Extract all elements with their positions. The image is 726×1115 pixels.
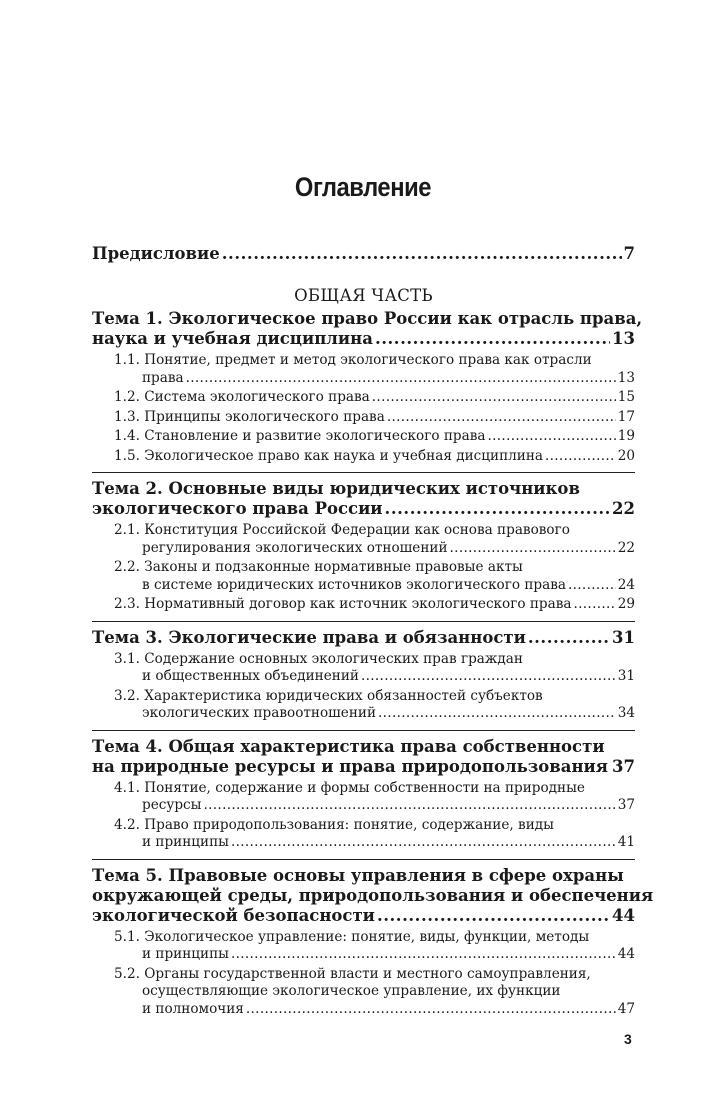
- toc-entry-label: 1.4. Становление и развитие экологического права: [114, 428, 486, 444]
- toc-entry-page: 13: [617, 369, 635, 386]
- toc-entry-label: и общественных объединений: [142, 668, 359, 684]
- toc-entry-label: права: [142, 369, 184, 386]
- toc-entry-label: 1.1. Понятие, предмет и метод экологического права как отрасли: [114, 352, 592, 368]
- toc-entry-section-2-2[interactable]: [92, 559, 635, 594]
- toc-entry-label: Тема 3. Экологические права и обязанности: [92, 627, 526, 647]
- toc-entry-page: 41: [617, 834, 635, 850]
- toc-entry-label: 2.3. Нормативный договор как источник экологического права: [114, 596, 572, 612]
- dot-leader: [488, 428, 616, 446]
- toc-entry-section-4-2[interactable]: [92, 817, 635, 852]
- toc-entry-label: 1.2. Система экологического права: [114, 389, 370, 405]
- toc-entry-label: и принципы: [142, 834, 229, 850]
- toc-entry-section-5-1[interactable]: [92, 929, 635, 964]
- toc-entry-label: Тема 2. Основные виды юридических источников: [92, 479, 580, 498]
- toc-entry-page: 47: [617, 1000, 635, 1017]
- divider: [92, 621, 635, 622]
- toc-entry-section-1-2[interactable]: [92, 389, 635, 407]
- toc-entry-label: регулирования экологических отношений: [142, 539, 448, 556]
- toc-entry-label: 5.1. Экологическое управление: понятие, виды, функции, методы: [114, 928, 590, 945]
- toc-entry-label: Предисловие: [92, 244, 220, 263]
- toc-entry-page: 44: [617, 946, 635, 962]
- themes-list: [92, 309, 654, 1018]
- dot-leader: [574, 596, 616, 614]
- toc-entry-section-1-3[interactable]: [92, 409, 635, 427]
- toc-entry-label: экологической безопасности: [92, 905, 375, 925]
- dot-leader: [545, 448, 616, 466]
- toc-entry-label: наука и учебная дисциплина: [92, 329, 373, 348]
- toc-entry-page: 29: [617, 596, 635, 612]
- dot-leader: [372, 389, 616, 407]
- toc-entry-label: 3.2. Характеристика юридических обязанностей субъектов: [114, 687, 543, 704]
- toc-entry-page: 13: [612, 329, 635, 348]
- toc-entry-page: 31: [617, 668, 635, 684]
- dot-leader: [246, 1001, 616, 1019]
- toc-entry-page: 15: [617, 389, 635, 405]
- toc-entry-section-1-5[interactable]: [92, 448, 635, 466]
- toc-entry-label: 2.1. Конституция Российской Федерации как основа правового: [114, 522, 570, 538]
- divider: [92, 472, 635, 473]
- toc-entry-page: 37: [617, 797, 635, 813]
- dot-leader: [385, 499, 610, 519]
- toc-entry-label: в системе юридических источников экологического права: [142, 576, 566, 593]
- dot-leader: [222, 244, 622, 264]
- toc-entry-page: 20: [617, 447, 635, 464]
- dot-leader: [186, 370, 616, 388]
- toc-entry-theme-4[interactable]: [92, 737, 635, 777]
- dot-leader: [568, 577, 616, 595]
- toc-entry-theme-2[interactable]: [92, 479, 635, 519]
- toc-entry-section-4-1[interactable]: [92, 780, 635, 815]
- dot-leader: [387, 409, 616, 427]
- toc-entry-label: 1.3. Принципы экологического права: [114, 408, 385, 425]
- toc-entry-label: Тема 1. Экологическое право России как отрасль права,: [92, 309, 643, 328]
- toc-entry-page: 22: [612, 499, 635, 518]
- toc-entry-label: ресурсы: [142, 797, 202, 813]
- toc-entry-section-1-4[interactable]: [92, 428, 635, 446]
- dot-leader: [361, 668, 616, 686]
- dot-leader: [450, 540, 616, 558]
- toc-entry-label: на природные ресурсы и права природопользования: [92, 756, 608, 776]
- toc-entry-page: 37: [612, 756, 635, 776]
- dot-leader: [204, 797, 616, 815]
- dot-leader: [378, 705, 616, 723]
- toc-entry-label: экологических правоотношений: [142, 705, 377, 721]
- dot-leader: [375, 329, 610, 349]
- toc-entry-label: окружающей среды, природопользования и обеспечения: [92, 885, 654, 905]
- table-of-contents: [92, 244, 654, 1020]
- toc-entry-label: Тема 5. Правовые основы управления в сфере охраны: [92, 865, 624, 885]
- page-number: 3: [624, 1031, 632, 1047]
- toc-entry-theme-1[interactable]: [92, 309, 643, 349]
- section-heading: ОБЩАЯ ЧАСТЬ: [294, 286, 433, 305]
- toc-entry-page: 24: [617, 576, 635, 593]
- toc-entry-theme-5[interactable]: [92, 865, 654, 926]
- toc-entry-label: и полномочия: [142, 1000, 244, 1017]
- toc-entry-label: 5.2. Органы государственной власти и местного самоуправления,: [114, 965, 591, 982]
- toc-entry-page: 7: [623, 244, 635, 263]
- dot-leader: [231, 946, 616, 964]
- page-title: Оглавление: [294, 172, 432, 202]
- toc-entry-section-1-1[interactable]: [92, 352, 635, 387]
- toc-entry-label: 3.1. Содержание основных экологических прав граждан: [114, 650, 523, 667]
- toc-entry-page: 34: [617, 705, 635, 721]
- toc-entry-label: экологического права России: [92, 499, 383, 518]
- toc-entry-section-2-1[interactable]: [92, 522, 635, 557]
- toc-entry-preface[interactable]: [92, 244, 635, 264]
- toc-entry-label: 2.2. Законы и подзаконные нормативные правовые акты: [114, 559, 523, 575]
- toc-entry-section-5-2[interactable]: [92, 966, 635, 1019]
- dot-leader: [377, 906, 610, 926]
- toc-entry-label: 4.2. Право природопользования: понятие, содержание, виды: [114, 816, 554, 833]
- toc-entry-label: осуществляющие экологическое управление, их функции: [142, 983, 561, 999]
- toc-entry-page: 44: [612, 905, 635, 925]
- toc-entry-label: 1.5. Экологическое право как наука и учебная дисциплина: [114, 447, 543, 464]
- dot-leader: [231, 834, 616, 852]
- dot-leader: [528, 628, 610, 648]
- toc-entry-section-2-3[interactable]: [92, 596, 635, 614]
- toc-entry-page: 22: [617, 539, 635, 556]
- toc-entry-section-3-1[interactable]: [92, 651, 635, 686]
- toc-entry-theme-3[interactable]: [92, 628, 635, 648]
- divider: [92, 730, 635, 731]
- divider: [92, 859, 635, 860]
- toc-entry-page: 19: [617, 428, 635, 444]
- toc-entry-label: 4.1. Понятие, содержание и формы собственности на природные: [114, 779, 585, 796]
- toc-entry-page: 17: [617, 408, 635, 425]
- toc-entry-label: и принципы: [142, 946, 229, 962]
- toc-entry-label: Тема 4. Общая характеристика права собственности: [92, 736, 605, 756]
- toc-entry-page: 31: [612, 627, 635, 647]
- toc-entry-section-3-2[interactable]: [92, 688, 635, 723]
